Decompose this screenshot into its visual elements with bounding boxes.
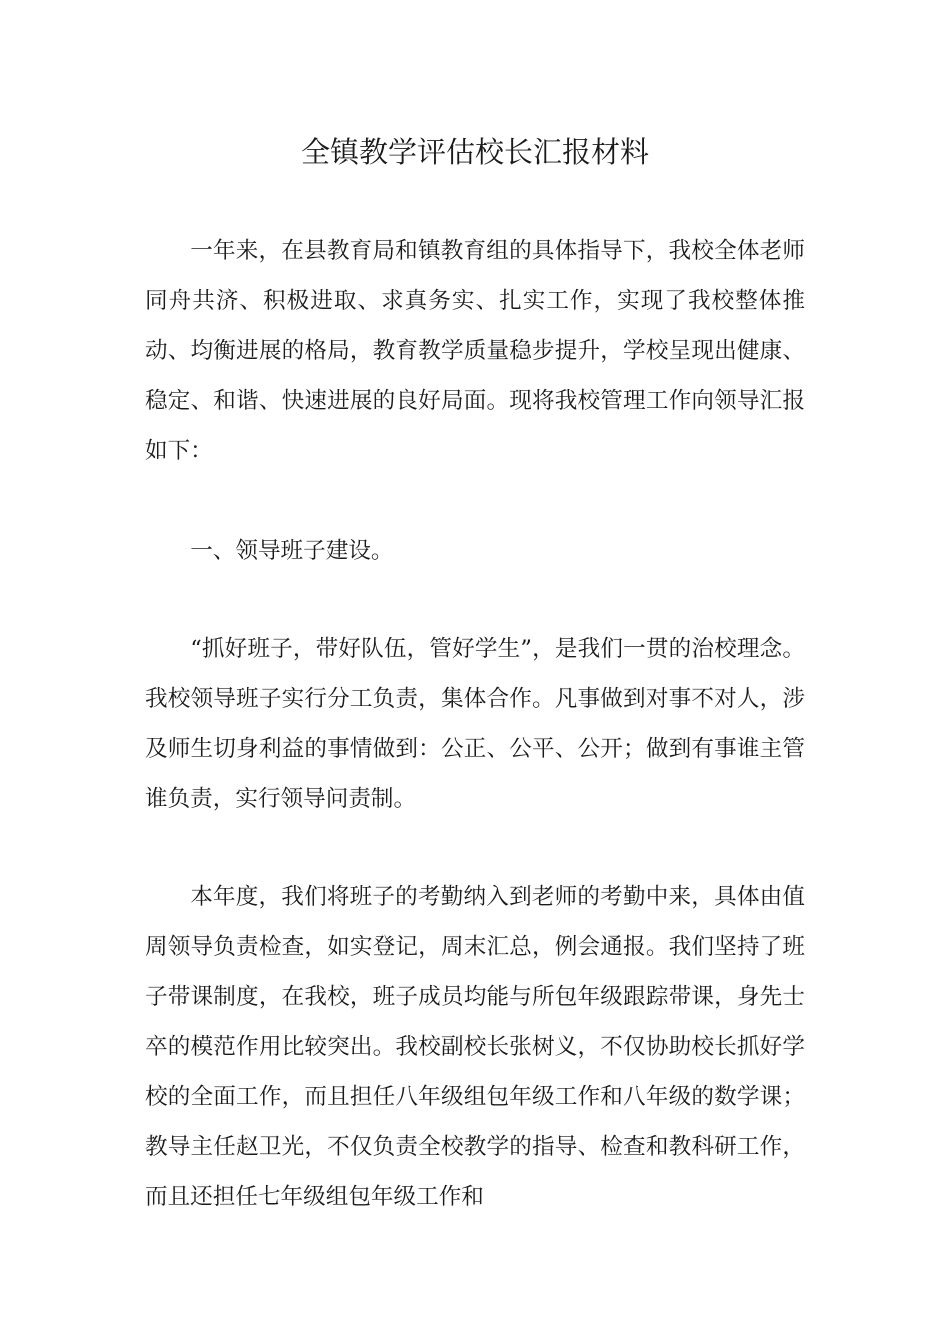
section-heading: 一、领导班子建设。	[190, 538, 394, 564]
body-paragraph: “抓好班子，带好队伍，管好学生”，是我们一贯的治校理念。我校领导班子实行分工负责，集体合作。凡事做到对事不对人，涉及师生切身利益的事情做到：公正、公平、公开；做到有事谁主管谁负责，实行领导问责制。	[145, 636, 805, 812]
document-title: 全镇教学评估校长汇报材料	[300, 135, 649, 169]
body-paragraph: 本年度，我们将班子的考勤纳入到老师的考勤中来，具体由值周领导负责检查，如实登记，周末汇总，例会通报。我们坚持了班子带课制度，在我校，班子成员均能与所包年级跟踪带课，身先士卒的模范作用比较突出。我校副校长张树义，不仅协助校长抓好学校的全面工作，而且担任八年级组包年级工作和八年级的数学课；教导主任赵卫光，不仅负责全校教学的指导、检查和教科研工作，而且还担任七年级组包年级工作和	[145, 884, 805, 1210]
intro-paragraph: 一年来，在县教育局和镇教育组的具体指导下，我校全体老师同舟共济、积极进取、求真务实、扎实工作，实现了我校整体推动、均衡进展的格局，教育教学质量稳步提升，学校呈现出健康、稳定、和谐、快速进展的良好局面。现将我校管理工作向领导汇报如下：	[145, 238, 805, 464]
